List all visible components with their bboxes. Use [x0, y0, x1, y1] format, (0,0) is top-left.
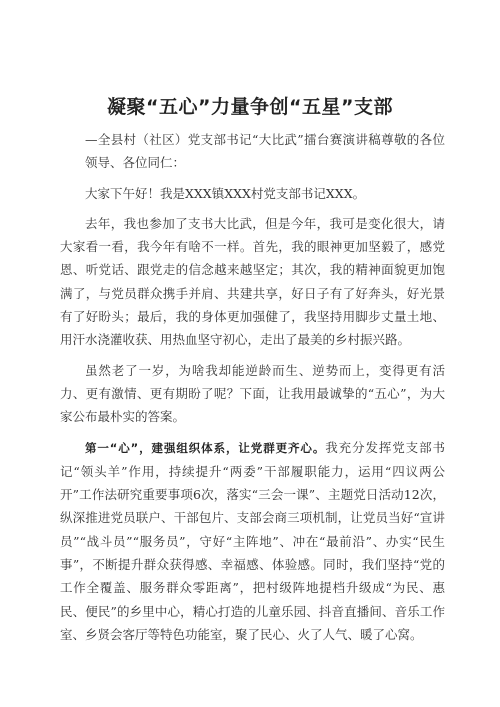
- section-one-lead: 第一“心”，建强组织体系，让党群更齐心。: [85, 440, 326, 455]
- greeting-paragraph: 大家下午好！我是XXX镇XXX村党支部书记XXX。: [85, 185, 366, 201]
- document-title: 凝聚“五心”力量争创“五星”支部: [107, 96, 393, 118]
- intro-paragraph: 去年，我也参加了支书大比武，但是今年，我可是变化很大，请大家看一看，我今年有啥不一样。首先，我的眼神更加坚毅了，感党恩、听党话、跟党走的信念越来越坚定；其次，我的精神面貌更加饱满了，与党员群众携手并肩、共建共享，好日子有了好奔头，好光景有了好盼头；最后，我的身体更加强健了，我坚持用脚步丈量土地、用汗水浇灌收获、用热血坚守初心，走出了最美的乡村振兴路。: [60, 215, 445, 348]
- transition-paragraph: 虽然老了一岁，为啥我却能逆龄而生、逆势而上，变得更有活力、更有激情、更有期盼了呢？下面，让我用最诚挚的“五心”，为大家公布最朴实的答案。: [60, 362, 445, 425]
- document-body: [60, 128, 445, 653]
- subtitle-salutation: —全县村（社区）党支部书记“大比武”擂台赛演讲稿尊敬的各位领导、各位同仁：: [85, 132, 445, 171]
- section-one-paragraph: [60, 436, 445, 647]
- section-one-text: 我充分发挥党支部书记“领头羊”作用，持续提升“两委”干部履职能力，运用“四议两公开”工作法研究重要事项6次，落实“三会一课”、主题党日活动12次，纵深推进党员联户、干部包片、支部会商三项机制，让党员当好“宣讲员”“战斗员”“服务员”，守好“主阵地”、冲在“最前沿”、办实“民生事”，不断提升群众获得感、幸福感、体验感。同时，我们坚持“党的工作全覆盖、服务群众零距离”，把村级阵地提档升级成“为民、惠民、便民”的乡里中心，精心打造的儿童乐园、抖音直播间、音乐工作室、乡贤会客厅等特色功能室，聚了民心、火了人气、暖了心窝。: [60, 439, 445, 642]
